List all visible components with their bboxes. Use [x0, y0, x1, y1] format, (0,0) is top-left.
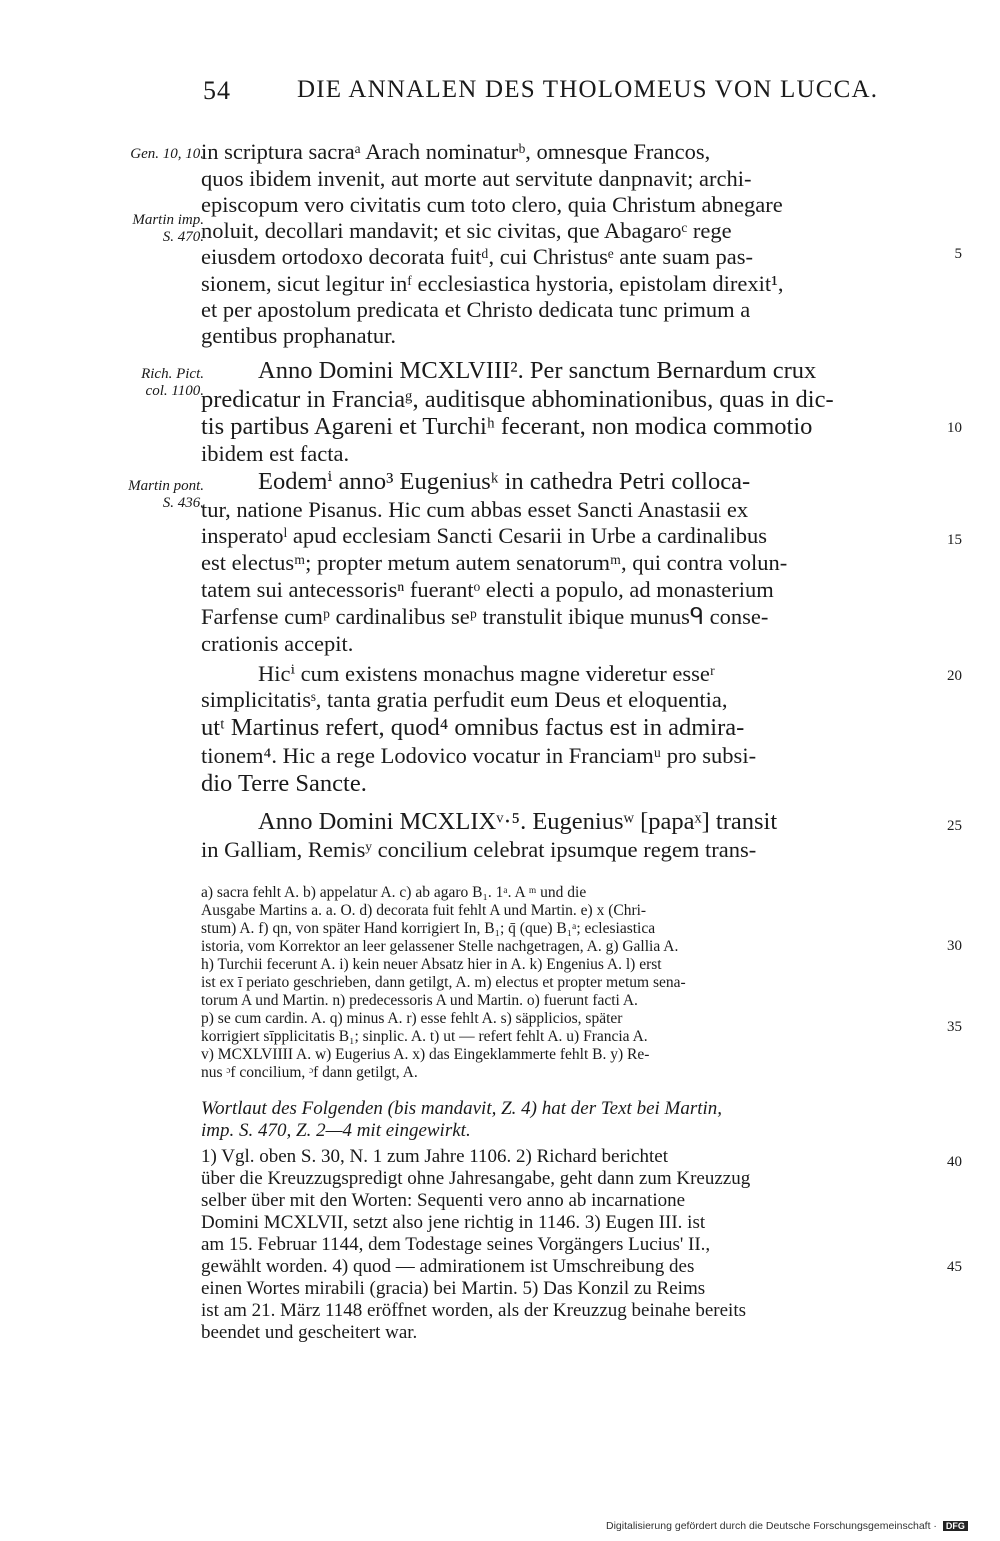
- commentary-line: über die Kreuzzugspredigt ohne Jahresangabe, geht dann zum Kreuzzug: [201, 1168, 751, 1189]
- commentary-line: beendet und gescheitert war.: [201, 1322, 418, 1343]
- footnote-line: torum A und Martin. n) predecessoris A und Martin. o) fuerunt facti A.: [201, 992, 638, 1009]
- commentary-line: einen Wortes mirabili (gracia) bei Martin. 5) Das Konzil zu Reims: [201, 1278, 706, 1299]
- line-number: 35: [947, 1019, 962, 1035]
- text-line: Hicⁱ cum existens monachus magne videretur esseʳ: [258, 661, 715, 686]
- text-line: utᵗ Martinus refert, quod⁴ omnibus factus est in admira-: [201, 714, 745, 741]
- text-line: tis partibus Agareni et Turchiʰ fecerant, non modica commotio: [201, 413, 813, 440]
- footnote-line: h) Turchii fecerunt A. i) kein neuer Absatz hier in A. k) Engenius A. l) erst: [201, 956, 662, 973]
- text-line: Anno Domini MCXLIXᵛ·⁵. Eugeniusʷ [papaˣ] transit: [258, 808, 778, 835]
- commentary-line: Domini MCXLVII, setzt also jene richtig in 1146. 3) Eugen III. ist: [201, 1212, 706, 1233]
- text-line: dio Terre Sancte.: [201, 770, 367, 797]
- text-line: est electusᵐ; propter metum autem senatorumᵐ, qui contra volun-: [201, 550, 788, 575]
- text-line: tionem⁴. Hic a rege Lodovico vocatur in Franciamᵘ pro subsi-: [201, 743, 757, 768]
- margin-note: Gen. 10, 10.: [130, 146, 204, 162]
- line-number: 20: [947, 668, 962, 684]
- text-line: et per apostolum predicata et Christo dedicata tunc primum a: [201, 297, 751, 322]
- dfg-logo: DFG: [943, 1521, 968, 1531]
- commentary-line: am 15. Februar 1144, dem Todestage seines Vorgängers Lucius' II.,: [201, 1234, 711, 1255]
- digitization-footer: [606, 1520, 968, 1532]
- running-title: DIE ANNALEN DES THOLOMEUS VON LUCCA.: [297, 76, 879, 103]
- commentary-line: 1) Vgl. oben S. 30, N. 1 zum Jahre 1106. 2) Richard berichtet: [201, 1146, 668, 1167]
- text-line: quos ibidem invenit, aut morte aut servitute danpnavit; archi-: [201, 166, 752, 191]
- footnote-line: a) sacra fehlt A. b) appelatur A. c) ab agaro B₁. 1ᵃ. A ᵐ und die: [201, 884, 587, 901]
- footnote-line: stum) A. f) qn, von später Hand korrigiert In, B₁; q̄ (que) B₁ᵃ; eclesiastica: [201, 920, 656, 937]
- margin-note: Martin imp. S. 470.: [132, 212, 204, 245]
- line-number: 45: [947, 1259, 962, 1275]
- text-line: gentibus prophanatur.: [201, 323, 396, 348]
- line-number: 30: [947, 938, 962, 954]
- commentary-line: Wortlaut des Folgenden (bis mandavit, Z. 4) hat der Text bei Martin,: [201, 1098, 723, 1119]
- line-number: 10: [947, 420, 962, 436]
- text-line: Farfense cumᵖ cardinalibus seᵖ transtulit ibique munusᑫ conse-: [201, 604, 769, 629]
- page-number: 54: [203, 76, 231, 105]
- footnote-line: nus ᵓf concilium, ᵓf dann getilgt, A.: [201, 1064, 418, 1081]
- line-number: 15: [947, 532, 962, 548]
- page-header: [0, 76, 1000, 116]
- footnote-line: istoria, vom Korrektor an leer gelassener Stelle nachgetragen, A. g) Gallia A.: [201, 938, 679, 955]
- footer-text: Digitalisierung gefördert durch die Deutsche Forschungsgemeinschaft ·: [606, 1520, 937, 1532]
- text-line: tur, natione Pisanus. Hic cum abbas esset Sancti Anastasii ex: [201, 497, 749, 522]
- text-line: tatem sui antecessorisⁿ fuerantᵒ electi a populo, ad monasterium: [201, 577, 774, 602]
- text-line: noluit, decollari mandavit; et sic civitas, que Abagaroᶜ rege: [201, 218, 732, 243]
- text-line: insperatoˡ apud ecclesiam Sancti Cesarii in Urbe a cardinalibus: [201, 523, 768, 548]
- footnote-line: korrigiert sīpplicitatis B₁; sinplic. A. t) ut — refert fehlt A. u) Francia A.: [201, 1028, 648, 1045]
- footnote-line: ist ex ī periato geschrieben, dann getilgt, A. m) electus et propter metum sena-: [201, 974, 686, 991]
- commentary-line: imp. S. 470, Z. 2—4 mit eingewirkt.: [201, 1120, 471, 1141]
- text-line: eiusdem ortodoxo decorata fuitᵈ, cui Christusᵉ ante suam pas-: [201, 244, 754, 269]
- line-number: 25: [947, 818, 962, 834]
- text-line: Eodemⁱ anno³ Eugeniusᵏ in cathedra Petri colloca-: [258, 468, 751, 495]
- footnote-line: Ausgabe Martins a. a. O. d) decorata fuit fehlt A und Martin. e) x (Chri-: [201, 902, 647, 919]
- margin-note: Rich. Pict. col. 1100.: [141, 366, 204, 399]
- text-line: predicatur in Franciaᵍ, auditisque abhominationibus, quas in dic-: [201, 386, 834, 413]
- text-line: crationis accepit.: [201, 631, 354, 656]
- line-number: 40: [947, 1154, 962, 1170]
- footnote-line: p) se cum cardin. A. q) minus A. r) esse fehlt A. s) säpplicios, später: [201, 1010, 623, 1027]
- text-line: episcopum vero civitatis cum toto clero, quia Christum abnegare: [201, 192, 783, 217]
- text-line: in Galliam, Remisʸ concilium celebrat ipsumque regem trans-: [201, 837, 757, 862]
- text-line: sionem, sicut legitur inᶠ ecclesiastica hystoria, epistolam direxit¹,: [201, 271, 784, 296]
- footnote-line: v) MCXLVIIII A. w) Eugerius A. x) das Eingeklammerte fehlt B. y) Re-: [201, 1046, 650, 1063]
- margin-note: Martin pont. S. 436.: [128, 478, 204, 511]
- commentary-line: gewählt worden. 4) quod — admirationem ist Umschreibung des: [201, 1256, 695, 1277]
- text-line: in scriptura sacraᵃ Arach nominaturᵇ, omnesque Francos,: [201, 139, 711, 164]
- commentary-line: selber über mit den Worten: Sequenti vero anno ab incarnatione: [201, 1190, 686, 1211]
- text-line: ibidem est facta.: [201, 441, 350, 466]
- text-line: simplicitatisˢ, tanta gratia perfudit eum Deus et eloquentia,: [201, 687, 728, 712]
- commentary-line: ist am 21. März 1148 eröffnet worden, als der Kreuzzug beinahe bereits: [201, 1300, 746, 1321]
- line-number: 5: [954, 246, 962, 262]
- text-line: Anno Domini MCXLVIII². Per sanctum Bernardum crux: [258, 357, 817, 384]
